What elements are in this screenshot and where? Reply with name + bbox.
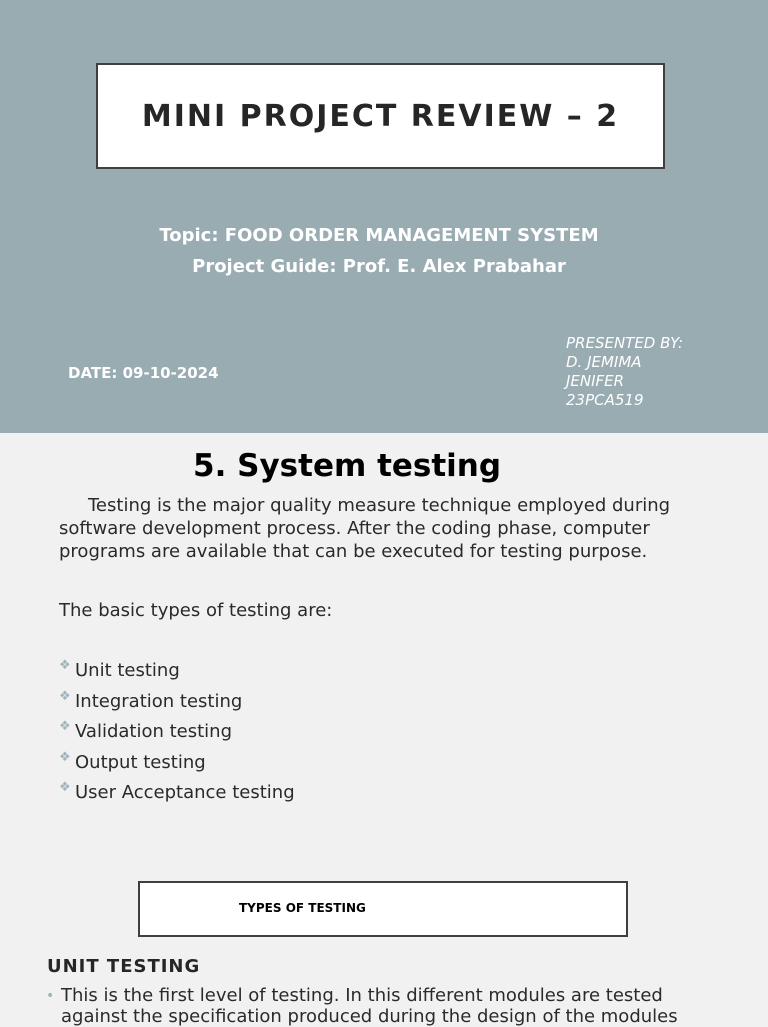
bullet-dot-icon: •	[46, 988, 55, 1004]
presented-by-label: PRESENTED BY:	[566, 334, 684, 352]
testing-types-list	[59, 660, 295, 813]
list-item	[59, 749, 295, 783]
title-slide	[0, 0, 768, 433]
types-of-testing-box	[138, 881, 628, 937]
presented-by-block	[566, 334, 683, 410]
diamond-bullet-icon: ❖	[59, 719, 71, 734]
presenter-roll-number: 23PCA519	[566, 391, 644, 409]
types-of-testing-label: TYPES OF TESTING	[239, 901, 366, 915]
presenter-name-line2: JENIFER	[566, 372, 625, 390]
presentation-title: MINI PROJECT REVIEW – 2	[141, 98, 620, 134]
date-text: DATE: 09-10-2024	[68, 364, 219, 382]
diamond-bullet-icon: ❖	[59, 688, 71, 704]
list-item	[59, 688, 295, 722]
list-item-label: Validation testing	[75, 721, 233, 742]
unit-testing-heading: UNIT TESTING	[47, 956, 201, 977]
unit-testing-text: This is the first level of testing. In this different modules are tested against the specification produced during the design of the modules	[61, 985, 678, 1027]
section-heading: 5. System testing	[193, 448, 502, 484]
list-item-label: Output testing	[75, 751, 206, 773]
list-item	[59, 721, 295, 752]
basic-types-label: The basic types of testing are:	[59, 600, 333, 621]
testing-paragraph: Testing is the major quality measure technique employed during software development process. After the coding phase, computer programs are available that can be executed for testing purpose.	[59, 495, 671, 562]
diamond-bullet-icon: ❖	[59, 658, 71, 673]
diamond-bullet-icon: ❖	[59, 749, 71, 765]
topic-line: Topic: FOOD ORDER MANAGEMENT SYSTEM	[159, 225, 599, 246]
title-box	[96, 63, 665, 169]
list-item-label: User Acceptance testing	[75, 782, 295, 803]
list-item	[59, 782, 295, 813]
diamond-bullet-icon: ❖	[59, 780, 71, 795]
list-item	[59, 660, 295, 691]
list-item-label: Integration testing	[75, 690, 243, 712]
presenter-name-line1: D. JEMIMA	[566, 353, 642, 371]
list-item-label: Unit testing	[75, 660, 180, 681]
project-guide-line: Project Guide: Prof. E. Alex Prabahar	[192, 256, 566, 277]
